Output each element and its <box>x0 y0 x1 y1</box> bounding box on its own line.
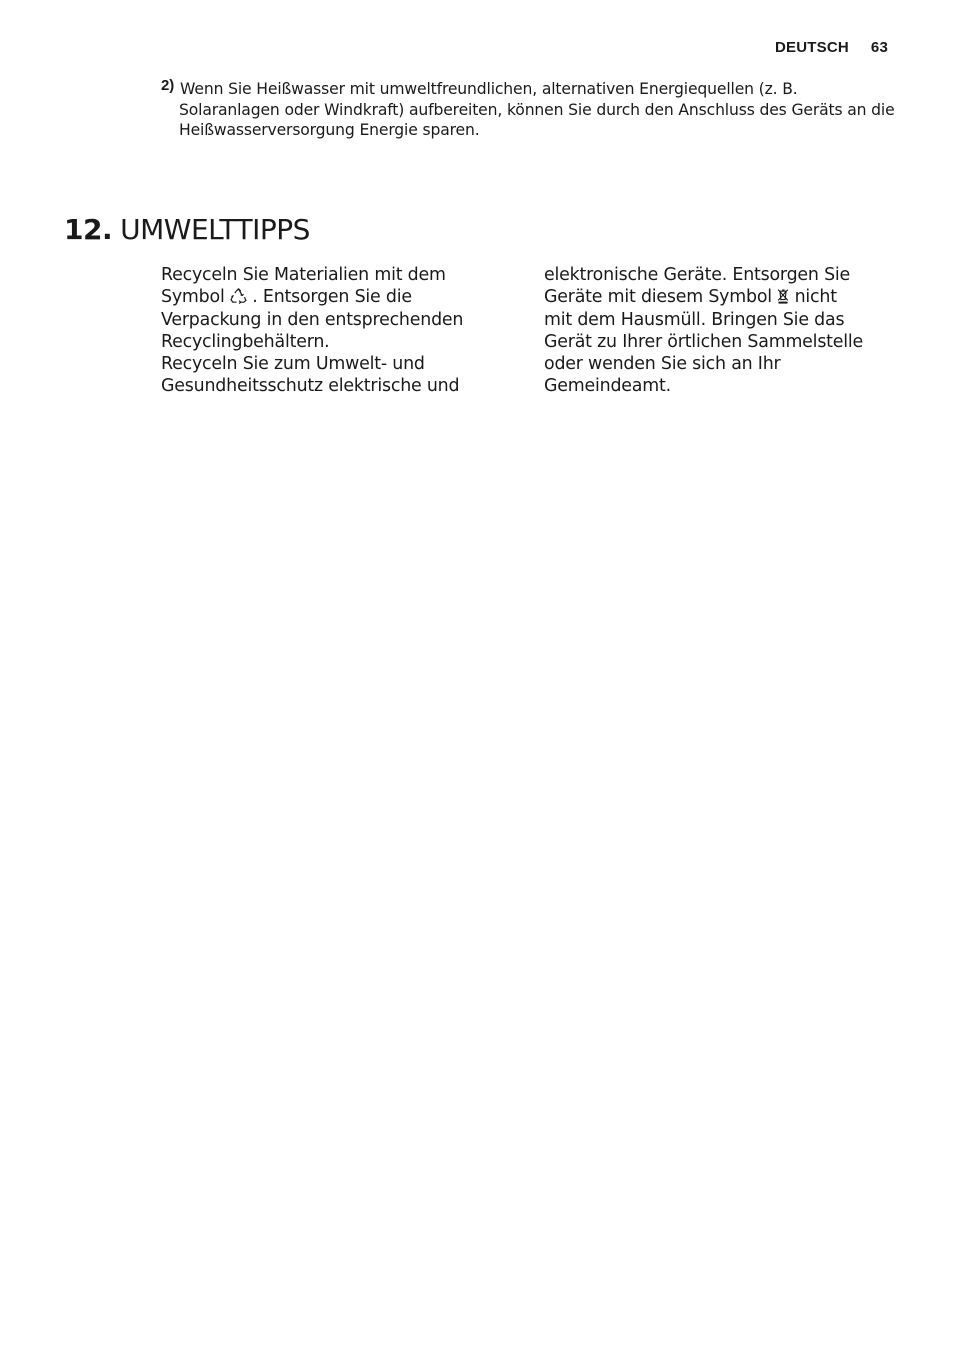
body-line <box>544 287 884 311</box>
footnote <box>161 79 901 140</box>
body-text: nicht <box>789 286 837 307</box>
body-column-left <box>161 265 501 397</box>
section-heading <box>64 212 310 248</box>
crossed-bin-icon <box>777 288 789 311</box>
body-text: Geräte mit diesem Symbol <box>544 286 778 307</box>
page-header <box>775 39 888 56</box>
body-line: elektronische Geräte. Entsorgen Sie <box>544 265 851 285</box>
body-line: Recyceln Sie zum Umwelt- und <box>161 353 425 374</box>
body-column-right <box>544 265 884 397</box>
body-line: oder wenden Sie sich an Ihr <box>544 353 781 374</box>
body-line: Gerät zu Ihrer örtlichen Sammelstelle <box>544 332 864 353</box>
body-text: . Entsorgen Sie die <box>246 286 412 307</box>
body-line <box>161 287 501 311</box>
footnote-body <box>161 79 901 140</box>
section-number: 12. <box>64 213 113 246</box>
body-line: Verpackung in den entsprechenden <box>161 310 464 331</box>
page-number: 63 <box>870 39 888 56</box>
body-line: Recyceln Sie Materialien mit dem <box>161 265 446 285</box>
recycle-icon <box>230 288 247 311</box>
section-title: UMWELTTIPPS <box>120 213 310 246</box>
footnote-marker: 2) <box>161 77 175 94</box>
header-language: DEUTSCH <box>775 39 849 56</box>
body-line: Recyclingbehältern. <box>161 332 330 353</box>
footnote-text: Wenn Sie Heißwasser mit umweltfreundlichen, alternativen Energiequellen (z. B. Solaranlagen oder Windkraft) aufbereiten, können Sie durch den Anschluss des Geräts an die Heißwasserversorgung Energie sparen. <box>179 80 895 139</box>
body-line: Gesundheitsschutz elektrische und <box>161 375 460 396</box>
body-line: Gemeindeamt. <box>544 375 671 396</box>
body-text: Symbol <box>161 286 230 307</box>
body-line: mit dem Hausmüll. Bringen Sie das <box>544 310 845 331</box>
